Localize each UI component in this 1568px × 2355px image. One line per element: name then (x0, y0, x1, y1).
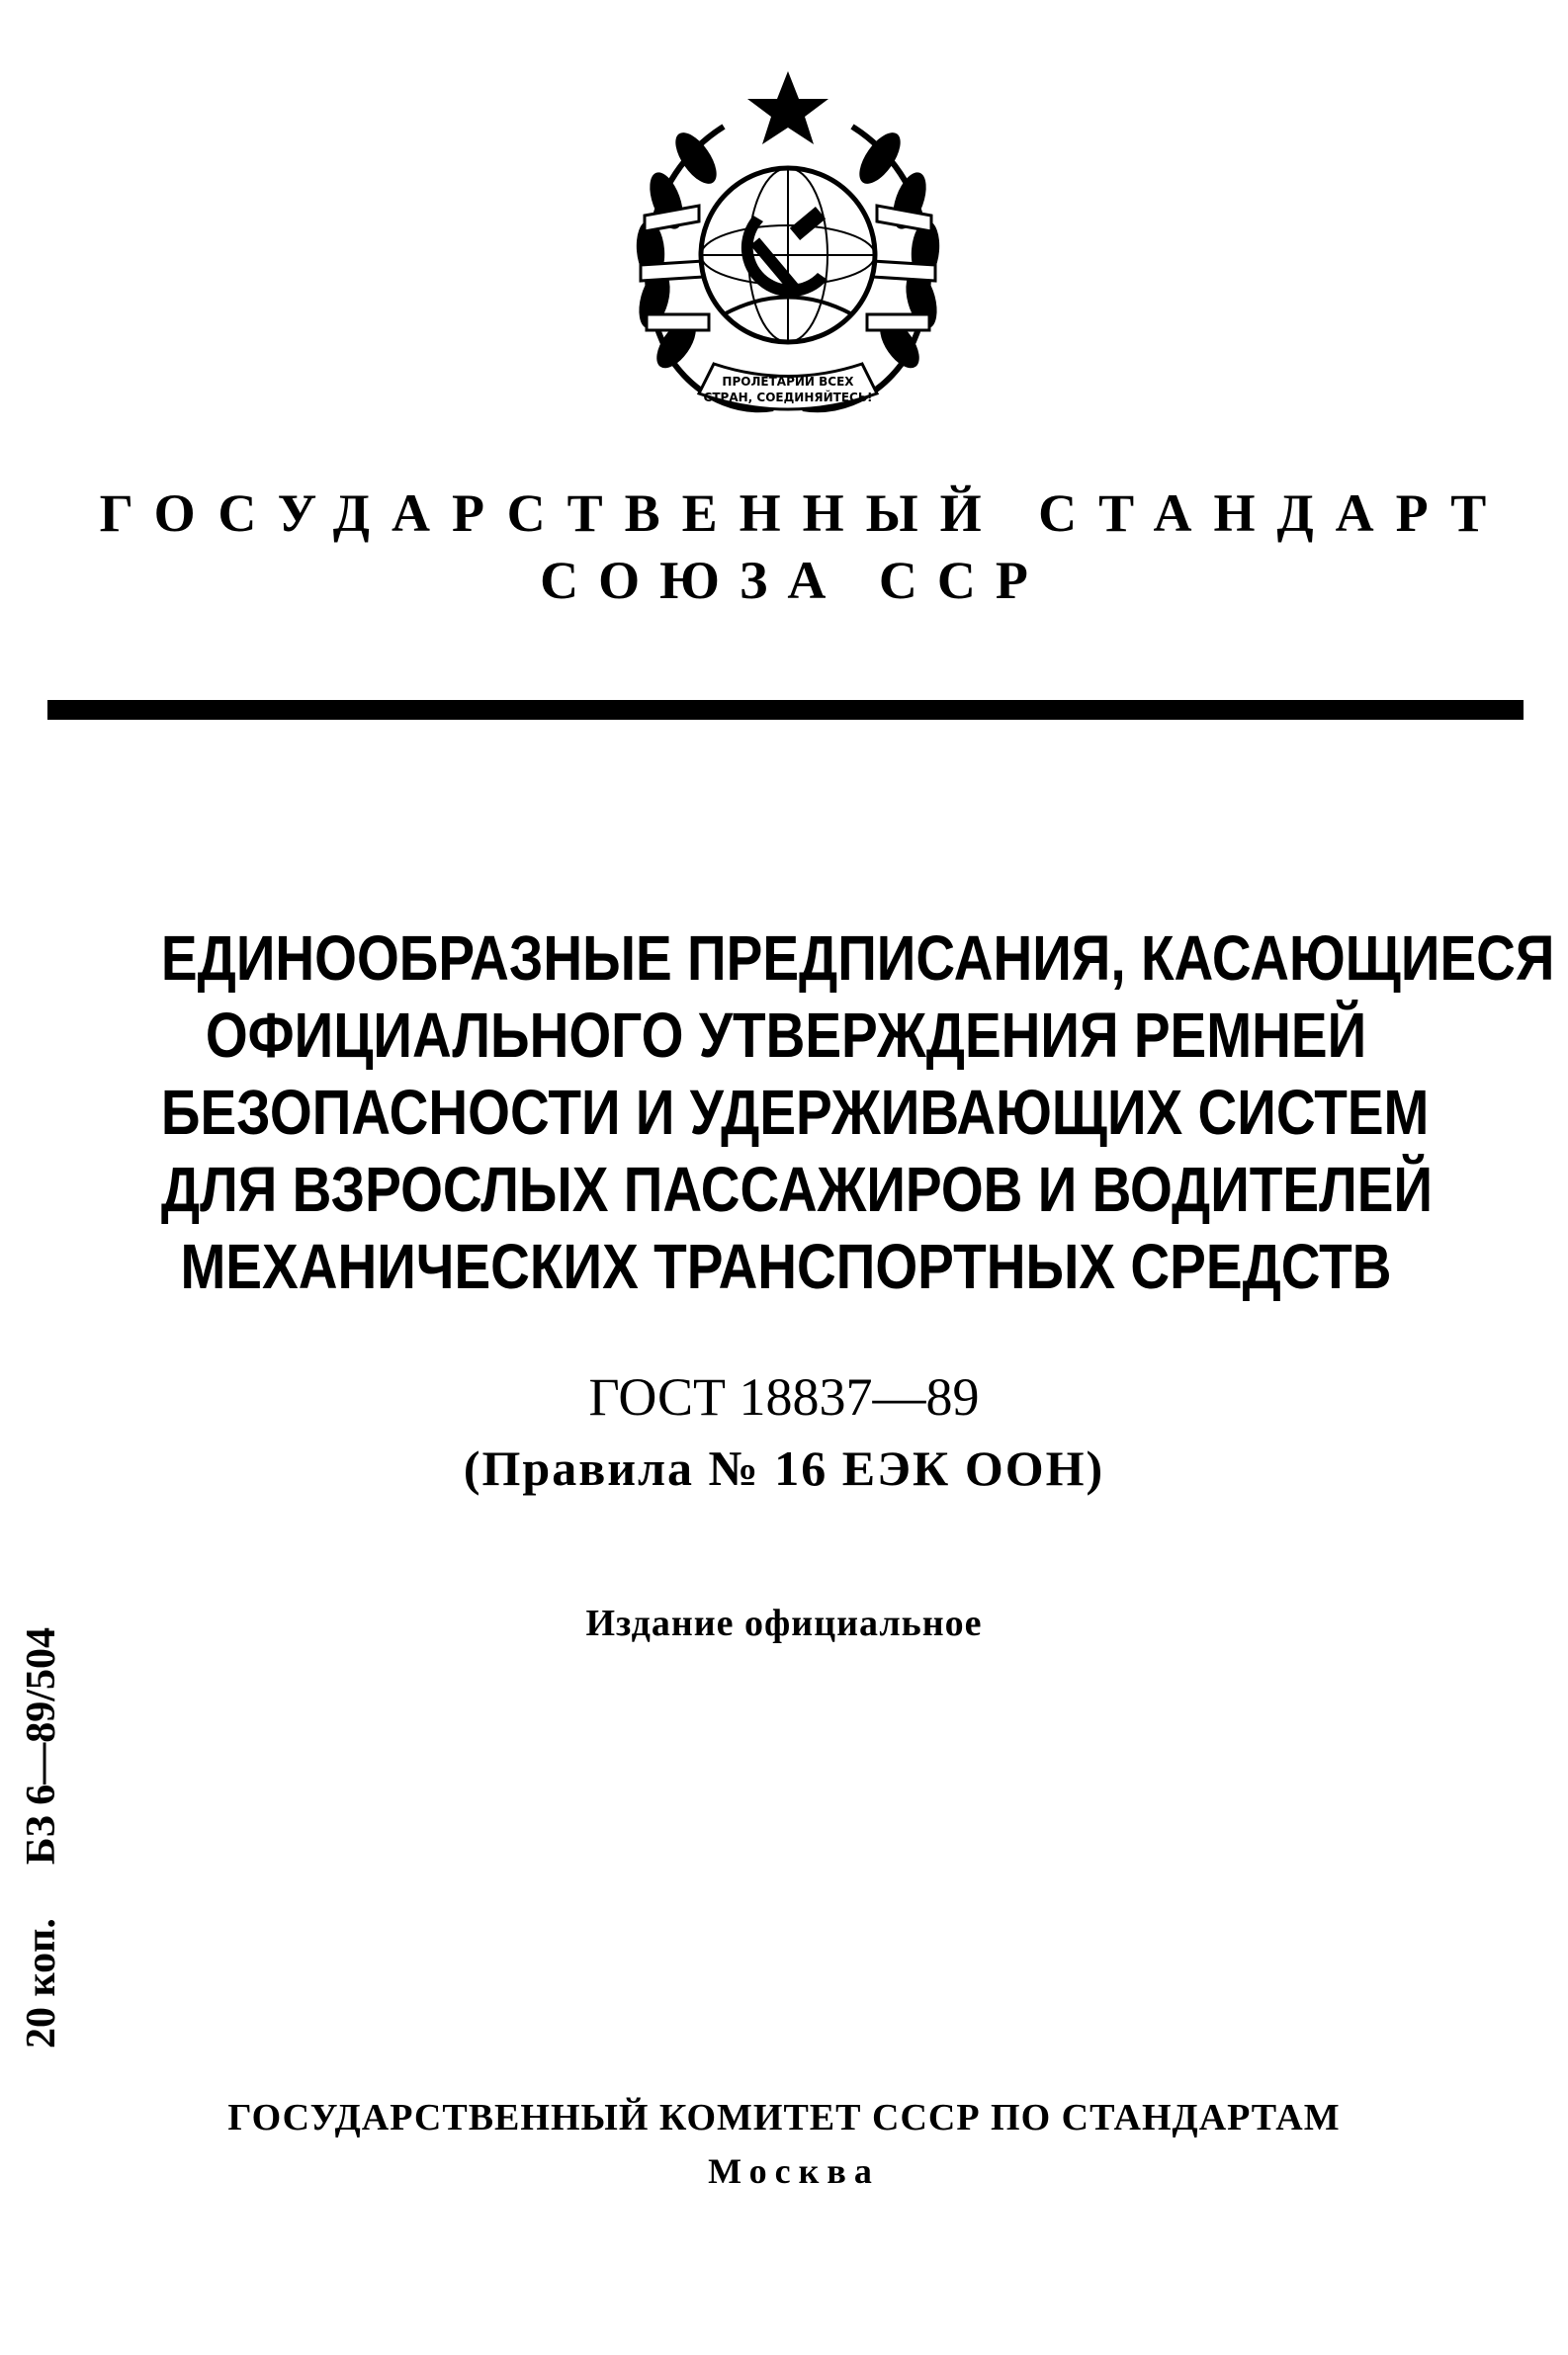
ussr-coat-of-arms-icon (605, 67, 971, 445)
motto-line-1: ПРОЛЕТАРИИ ВСЕХ (722, 375, 854, 389)
publisher-name: ГОСУДАРСТВЕННЫЙ КОМИТЕТ СССР ПО СТАНДАРТАМ (227, 2097, 1341, 2138)
side-imprint (18, 1574, 65, 2049)
rule-reference: (Правила № 16 ЕЭК ООН) (463, 1440, 1105, 1496)
print-code: БЗ 6—89/504 (19, 1627, 64, 1866)
header-title: ГОСУДАРСТВЕННЫЙ СТАНДАРТ (99, 483, 1509, 543)
title-line: МЕХАНИЧЕСКИХ ТРАНСПОРТНЫХ СРЕДСТВ (180, 1231, 1392, 1302)
title-line: ЕДИНООБРАЗНЫЕ ПРЕДПИСАНИЯ, КАСАЮЩИЕСЯ (160, 922, 1555, 994)
price-label: 20 коп. (19, 1918, 64, 2049)
document-title (160, 919, 1555, 1305)
title-line: БЕЗОПАСНОСТИ И УДЕРЖИВАЮЩИХ СИСТЕМ (160, 1077, 1430, 1148)
title-line: ОФИЦИАЛЬНОГО УТВЕРЖДЕНИЯ РЕМНЕЙ (205, 1000, 1367, 1071)
divider-rule (47, 700, 1524, 720)
edition-label: Издание официальное (585, 1603, 983, 1644)
title-line: ДЛЯ ВЗРОСЛЫХ ПАССАЖИРОВ И ВОДИТЕЛЕЙ (160, 1154, 1434, 1225)
header-subtitle: СОЮЗА ССР (540, 551, 1048, 610)
motto-line-2: СТРАН, СОЕДИНЯЙТЕСЬ! (703, 391, 873, 404)
standard-designation: ГОСТ 18837—89 (588, 1367, 980, 1427)
publisher-city: Москва (708, 2151, 880, 2191)
